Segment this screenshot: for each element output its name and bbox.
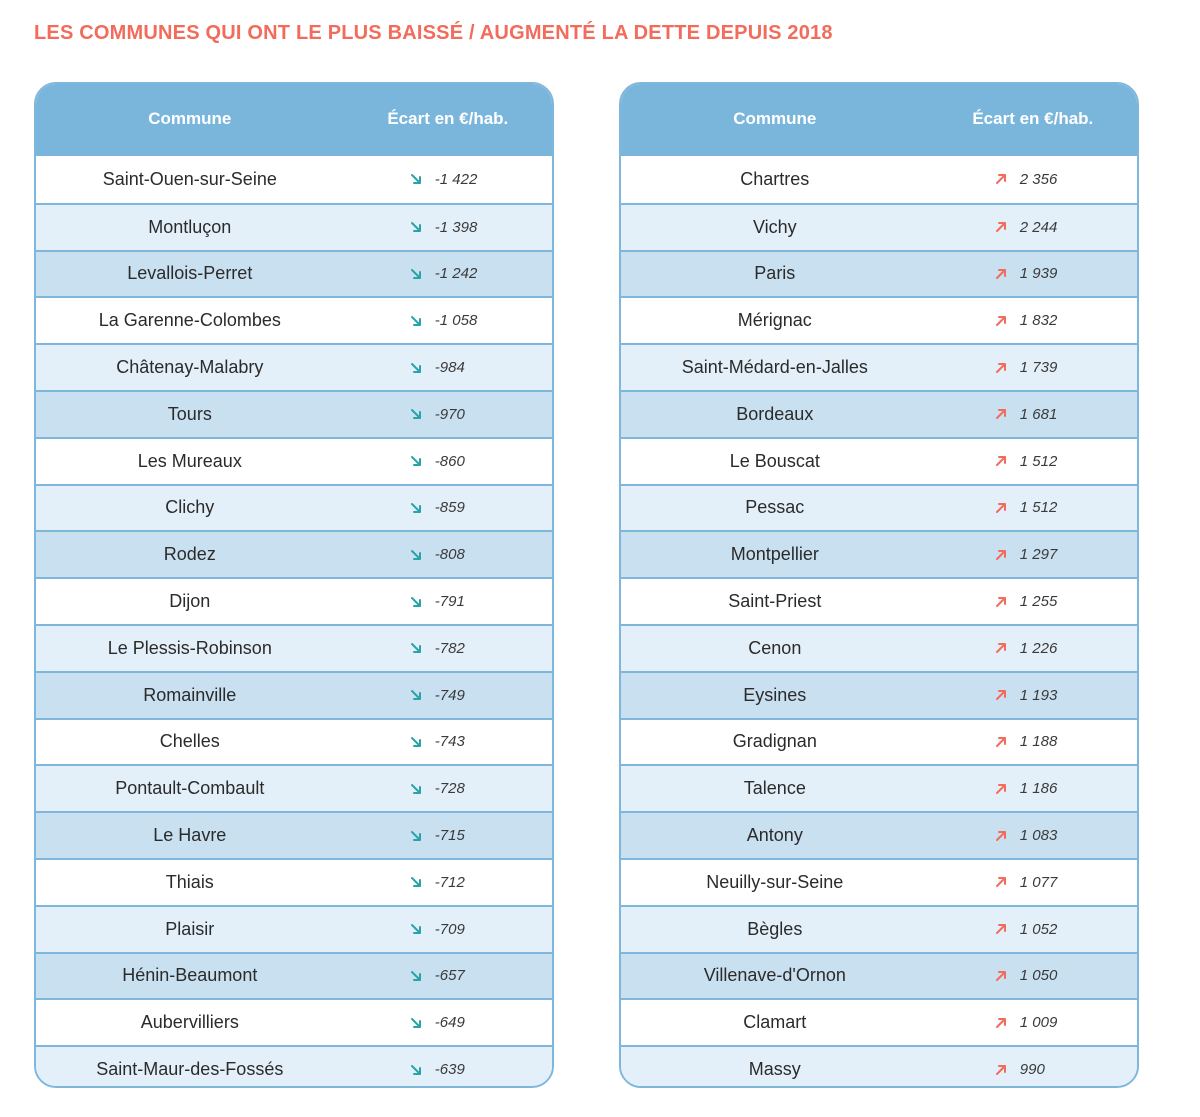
ecart-value: -743 bbox=[434, 733, 465, 751]
table-row bbox=[36, 905, 552, 952]
table-row bbox=[621, 858, 1137, 905]
ecart-value: 1 226 bbox=[1019, 639, 1058, 657]
table-row bbox=[36, 343, 552, 390]
ecart-cell bbox=[344, 453, 552, 470]
ecart-value: -791 bbox=[434, 593, 465, 611]
arrow-up-right-icon bbox=[994, 501, 1020, 515]
table-row bbox=[621, 905, 1137, 952]
commune-name: Châtenay-Malabry bbox=[116, 357, 264, 378]
arrow-down-right-icon bbox=[409, 1016, 435, 1030]
table-row bbox=[621, 390, 1137, 437]
arrow-up-right-icon bbox=[994, 220, 1020, 234]
commune-name: Hénin-Beaumont bbox=[122, 965, 258, 986]
table-row bbox=[621, 998, 1137, 1045]
ecart-value: -1 242 bbox=[434, 265, 478, 283]
ecart-cell bbox=[929, 780, 1137, 797]
ecart-value: -860 bbox=[434, 452, 465, 470]
ecart-value: -649 bbox=[434, 1014, 465, 1032]
arrow-up-right-icon bbox=[994, 548, 1020, 562]
commune-name: Villenave-d'Ornon bbox=[703, 965, 846, 986]
arrow-down-right-icon bbox=[409, 314, 435, 328]
ecart-cell bbox=[344, 1061, 552, 1078]
table-row bbox=[36, 156, 552, 203]
ecart-value: 1 832 bbox=[1019, 312, 1058, 330]
ecart-cell bbox=[344, 312, 552, 329]
commune-name: Vichy bbox=[752, 216, 797, 237]
ecart-value: 1 939 bbox=[1019, 265, 1058, 283]
arrow-down-right-icon bbox=[409, 172, 435, 186]
ecart-cell bbox=[344, 780, 552, 797]
arrow-up-right-icon bbox=[994, 595, 1020, 609]
table-row bbox=[36, 1045, 552, 1088]
arrow-up-right-icon bbox=[994, 314, 1020, 328]
table-body bbox=[36, 156, 552, 1088]
table-row bbox=[36, 203, 552, 250]
ecart-cell bbox=[344, 687, 552, 704]
ecart-value: -749 bbox=[434, 686, 465, 704]
ecart-cell bbox=[344, 874, 552, 891]
commune-name: Saint-Priest bbox=[728, 591, 822, 612]
ecart-cell bbox=[344, 967, 552, 984]
ecart-cell bbox=[344, 219, 552, 236]
ecart-value: 1 050 bbox=[1019, 967, 1058, 985]
ecart-cell bbox=[929, 406, 1137, 423]
arrow-down-right-icon bbox=[409, 782, 435, 796]
commune-name: Le Bouscat bbox=[729, 450, 820, 471]
table-increase bbox=[619, 82, 1139, 1088]
arrow-down-right-icon bbox=[409, 922, 435, 936]
ecart-cell bbox=[929, 733, 1137, 750]
commune-name: Talence bbox=[743, 778, 806, 799]
commune-name: Dijon bbox=[169, 591, 211, 612]
arrow-up-right-icon bbox=[994, 922, 1020, 936]
ecart-value: -1 422 bbox=[434, 170, 478, 188]
ecart-value: -709 bbox=[434, 920, 465, 938]
ecart-cell bbox=[344, 640, 552, 657]
ecart-cell bbox=[344, 265, 552, 282]
ecart-value: 1 009 bbox=[1019, 1014, 1058, 1032]
arrow-up-right-icon bbox=[994, 829, 1020, 843]
ecart-value: 1 512 bbox=[1019, 499, 1058, 517]
arrow-up-right-icon bbox=[994, 1063, 1020, 1077]
commune-name: Aubervilliers bbox=[140, 1012, 239, 1033]
arrow-up-right-icon bbox=[994, 735, 1020, 749]
table-row bbox=[36, 718, 552, 765]
header-commune: Commune bbox=[733, 109, 817, 128]
ecart-cell bbox=[929, 593, 1137, 610]
ecart-cell bbox=[929, 640, 1137, 657]
commune-name: Bègles bbox=[747, 918, 803, 939]
commune-name: Rodez bbox=[163, 544, 216, 565]
table-row bbox=[36, 671, 552, 718]
commune-name: Montpellier bbox=[730, 544, 819, 565]
table-row bbox=[36, 250, 552, 297]
commune-name: Clamart bbox=[743, 1012, 807, 1033]
arrow-up-right-icon bbox=[994, 688, 1020, 702]
arrow-down-right-icon bbox=[409, 361, 435, 375]
ecart-cell bbox=[929, 546, 1137, 563]
commune-name: Saint-Médard-en-Jalles bbox=[681, 357, 868, 378]
arrow-down-right-icon bbox=[409, 407, 435, 421]
ecart-cell bbox=[929, 499, 1137, 516]
commune-name: Montluçon bbox=[148, 216, 232, 237]
table-row bbox=[621, 671, 1137, 718]
table-row bbox=[621, 250, 1137, 297]
commune-name: Antony bbox=[746, 825, 803, 846]
table-row bbox=[621, 156, 1137, 203]
table-row bbox=[36, 484, 552, 531]
ecart-value: 1 512 bbox=[1019, 452, 1058, 470]
ecart-value: -728 bbox=[434, 780, 465, 798]
ecart-cell bbox=[929, 967, 1137, 984]
ecart-value: -859 bbox=[434, 499, 465, 517]
arrow-down-right-icon bbox=[409, 1063, 435, 1077]
ecart-value: 1 297 bbox=[1019, 546, 1058, 564]
commune-name: Pessac bbox=[745, 497, 805, 518]
ecart-cell bbox=[929, 827, 1137, 844]
table-row bbox=[36, 764, 552, 811]
ecart-value: 2 356 bbox=[1019, 170, 1058, 188]
commune-name: Chelles bbox=[159, 731, 220, 752]
commune-name: Clichy bbox=[165, 497, 215, 518]
table-body bbox=[621, 156, 1137, 1088]
ecart-value: 1 681 bbox=[1019, 405, 1058, 423]
ecart-cell bbox=[344, 359, 552, 376]
ecart-value: 990 bbox=[1019, 1061, 1045, 1079]
table-row bbox=[621, 437, 1137, 484]
ecart-cell bbox=[344, 827, 552, 844]
commune-name: Bordeaux bbox=[736, 403, 814, 424]
arrow-down-right-icon bbox=[409, 875, 435, 889]
arrow-up-right-icon bbox=[994, 969, 1020, 983]
ecart-value: -639 bbox=[434, 1061, 465, 1079]
arrow-down-right-icon bbox=[409, 641, 435, 655]
ecart-value: 1 193 bbox=[1019, 686, 1058, 704]
arrow-down-right-icon bbox=[409, 688, 435, 702]
ecart-value: -970 bbox=[434, 405, 465, 423]
ecart-cell bbox=[344, 593, 552, 610]
commune-name: Massy bbox=[748, 1059, 801, 1080]
table-row bbox=[36, 296, 552, 343]
ecart-cell bbox=[929, 219, 1137, 236]
table-row bbox=[621, 952, 1137, 999]
ecart-value: -657 bbox=[434, 967, 465, 985]
arrow-up-right-icon bbox=[994, 641, 1020, 655]
ecart-value: 1 083 bbox=[1019, 827, 1058, 845]
arrow-down-right-icon bbox=[409, 969, 435, 983]
ecart-value: -808 bbox=[434, 546, 465, 564]
header-ecart: Écart en €/hab. bbox=[972, 109, 1094, 128]
table-row bbox=[621, 343, 1137, 390]
ecart-value: -782 bbox=[434, 639, 465, 657]
commune-name: Tours bbox=[167, 403, 212, 424]
arrow-up-right-icon bbox=[994, 267, 1020, 281]
table-row bbox=[36, 530, 552, 577]
table-row bbox=[621, 530, 1137, 577]
ecart-cell bbox=[929, 921, 1137, 938]
commune-name: Saint-Maur-des-Fossés bbox=[96, 1059, 284, 1080]
commune-name: Paris bbox=[754, 263, 796, 284]
arrow-up-right-icon bbox=[994, 1016, 1020, 1030]
arrow-down-right-icon bbox=[409, 220, 435, 234]
commune-name: Le Havre bbox=[153, 825, 227, 846]
ecart-cell bbox=[929, 874, 1137, 891]
arrow-up-right-icon bbox=[994, 407, 1020, 421]
commune-name: Cenon bbox=[748, 637, 802, 658]
ecart-value: 1 052 bbox=[1019, 920, 1058, 938]
commune-name: Le Plessis-Robinson bbox=[107, 637, 272, 658]
commune-name: Neuilly-sur-Seine bbox=[706, 871, 844, 892]
commune-name: Levallois-Perret bbox=[127, 263, 253, 284]
arrow-up-right-icon bbox=[994, 172, 1020, 186]
ecart-cell bbox=[344, 921, 552, 938]
commune-name: Plaisir bbox=[165, 918, 215, 939]
ecart-cell bbox=[929, 1014, 1137, 1031]
table-row bbox=[621, 718, 1137, 765]
ecart-cell bbox=[344, 546, 552, 563]
arrow-down-right-icon bbox=[409, 829, 435, 843]
table-row bbox=[621, 1045, 1137, 1088]
ecart-cell bbox=[929, 453, 1137, 470]
ecart-cell bbox=[344, 1014, 552, 1031]
page-title: LES COMMUNES QUI ONT LE PLUS BAISSÉ / AUGMENTÉ LA DETTE DEPUIS 2018 bbox=[34, 22, 833, 44]
table-row bbox=[36, 577, 552, 624]
arrow-down-right-icon bbox=[409, 454, 435, 468]
ecart-value: 1 188 bbox=[1019, 733, 1058, 751]
ecart-cell bbox=[344, 406, 552, 423]
arrow-down-right-icon bbox=[409, 595, 435, 609]
table-header bbox=[36, 84, 552, 156]
ecart-value: 1 186 bbox=[1019, 780, 1058, 798]
commune-name: Mérignac bbox=[737, 310, 812, 331]
header-ecart: Écart en €/hab. bbox=[387, 109, 509, 128]
table-row bbox=[621, 811, 1137, 858]
arrow-down-right-icon bbox=[409, 267, 435, 281]
ecart-value: 1 255 bbox=[1019, 593, 1058, 611]
arrow-down-right-icon bbox=[409, 501, 435, 515]
ecart-cell bbox=[929, 171, 1137, 188]
commune-name: Gradignan bbox=[732, 731, 817, 752]
ecart-value: -715 bbox=[434, 827, 465, 845]
ecart-cell bbox=[344, 171, 552, 188]
arrow-down-right-icon bbox=[409, 548, 435, 562]
table-decrease bbox=[34, 82, 554, 1088]
commune-name: Eysines bbox=[743, 684, 807, 705]
arrow-up-right-icon bbox=[994, 361, 1020, 375]
ecart-value: 1 739 bbox=[1019, 359, 1058, 377]
commune-name: Chartres bbox=[740, 168, 810, 189]
table-row bbox=[36, 998, 552, 1045]
table-row bbox=[36, 811, 552, 858]
ecart-cell bbox=[344, 499, 552, 516]
table-row bbox=[36, 437, 552, 484]
table-row bbox=[36, 858, 552, 905]
table-row bbox=[621, 484, 1137, 531]
table-row bbox=[621, 296, 1137, 343]
arrow-down-right-icon bbox=[409, 735, 435, 749]
table-header bbox=[621, 84, 1137, 156]
ecart-value: -1 058 bbox=[434, 312, 478, 330]
arrow-up-right-icon bbox=[994, 782, 1020, 796]
commune-name: La Garenne-Colombes bbox=[98, 310, 281, 331]
arrow-up-right-icon bbox=[994, 875, 1020, 889]
ecart-value: -984 bbox=[434, 359, 465, 377]
table-row bbox=[621, 203, 1137, 250]
ecart-cell bbox=[929, 312, 1137, 329]
ecart-value: 2 244 bbox=[1019, 218, 1058, 236]
commune-name: Saint-Ouen-sur-Seine bbox=[102, 168, 277, 189]
ecart-cell bbox=[929, 359, 1137, 376]
commune-name: Pontault-Combault bbox=[115, 778, 265, 799]
ecart-cell bbox=[929, 1061, 1137, 1078]
commune-name: Romainville bbox=[143, 684, 237, 705]
arrow-up-right-icon bbox=[994, 454, 1020, 468]
commune-name: Thiais bbox=[165, 871, 214, 892]
commune-name: Les Mureaux bbox=[137, 450, 242, 471]
table-row bbox=[36, 952, 552, 999]
ecart-cell bbox=[929, 265, 1137, 282]
table-row bbox=[36, 624, 552, 671]
table-row bbox=[621, 764, 1137, 811]
ecart-value: 1 077 bbox=[1019, 873, 1058, 891]
table-row bbox=[621, 577, 1137, 624]
ecart-value: -712 bbox=[434, 873, 465, 891]
table-row bbox=[621, 624, 1137, 671]
ecart-cell bbox=[344, 733, 552, 750]
ecart-cell bbox=[929, 687, 1137, 704]
ecart-value: -1 398 bbox=[434, 218, 478, 236]
header-commune: Commune bbox=[148, 109, 232, 128]
table-row bbox=[36, 390, 552, 437]
